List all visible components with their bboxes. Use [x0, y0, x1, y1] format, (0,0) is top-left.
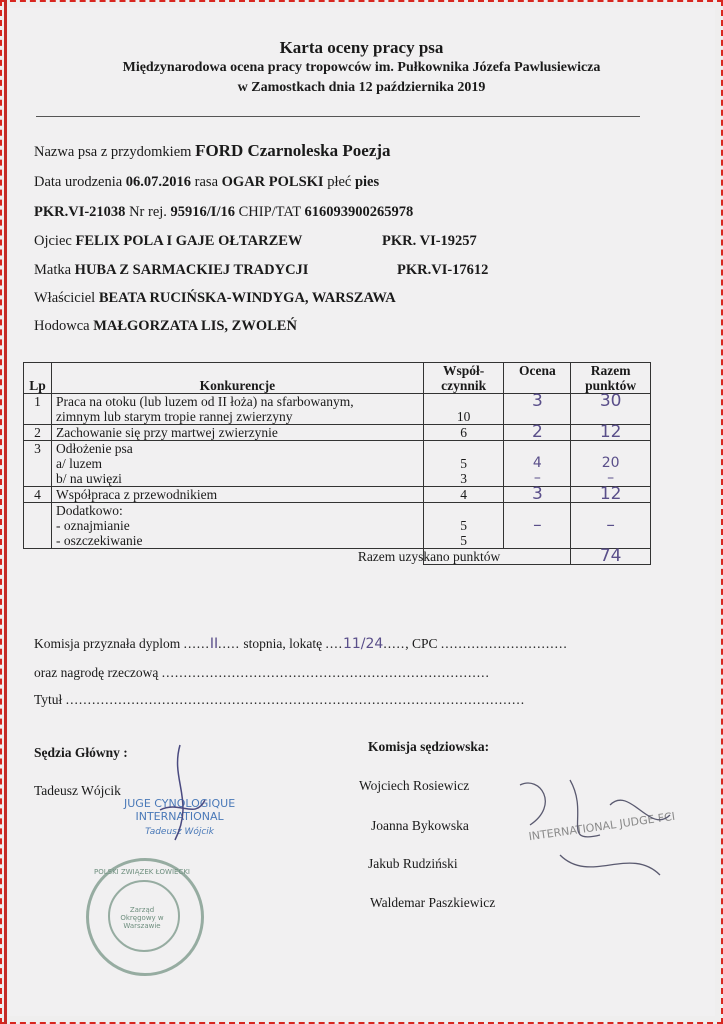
place-label: lokatę: [289, 636, 323, 651]
row5-grade: –: [504, 503, 571, 549]
diploma-label: Komisja przyznała dyplom: [34, 636, 181, 651]
owner-name: BEATA RUCIŃSKA-WINDYGA, WARSZAWA: [98, 290, 396, 306]
row1-total: 30: [571, 394, 651, 425]
committee-member: Joanna Bykowska: [371, 818, 469, 833]
committee-member: Jakub Rudziński: [368, 856, 458, 871]
breed: OGAR POLSKI: [221, 174, 324, 190]
chip-value: 616093900265978: [304, 204, 414, 220]
owner-label: Właściciel: [34, 290, 96, 306]
title-line: Tytuł .........................................................................................................: [34, 692, 526, 707]
row3-total: 20 –: [571, 441, 651, 487]
row2-coef: 6: [423, 425, 504, 441]
row3-desc: Odłożenie psa a/ luzem b/ na uwięzi: [51, 441, 423, 487]
sum-label: Razem uzyskano punktów: [423, 549, 570, 565]
round-stamp-inner-text: Zarząd Okręgowy w Warszawie: [120, 906, 164, 930]
breeder-label: Hodowca: [34, 318, 90, 334]
committee-label: Komisja sędziowska:: [368, 739, 490, 754]
chief-judge-signature: [150, 740, 210, 850]
header-divider: [36, 116, 640, 117]
cpc-label: , CPC: [405, 636, 438, 651]
mother-pkr: PKR.VI-17612: [397, 262, 489, 278]
table-row: [24, 441, 651, 487]
owner-line: [34, 290, 396, 307]
chip-label: CHIP/TAT: [238, 204, 301, 220]
row5-lp: [24, 503, 52, 549]
dog-name-label: Nazwa psa z przydomkiem: [34, 144, 192, 160]
header-coefficient: Współ- czynnik: [423, 363, 504, 394]
birth-label: Data urodzenia: [34, 174, 123, 190]
row2-lp: 2: [24, 425, 52, 441]
left-edge-stripe: [4, 0, 7, 1024]
table-row: [24, 425, 651, 441]
dog-name: FORD Czarnoleska Poezja: [195, 141, 391, 160]
birth-date: 06.07.2016: [125, 174, 192, 190]
row1-coef: 10: [423, 394, 504, 425]
document-title: Karta oceny pracy psa: [279, 38, 444, 57]
degree-label: stopnia,: [243, 636, 286, 651]
row4-total: 12: [571, 487, 651, 503]
diploma-line: Komisja przyznała dyplom ......II..... stopnia, lokatę ....11/24....., CPC .............................: [34, 636, 568, 652]
chief-judge-name: Tadeusz Wójcik: [34, 783, 121, 798]
table-sum-row: [24, 549, 651, 565]
mother-name: HUBA Z SARMACKIEJ TRADYCJI: [74, 262, 309, 278]
round-stamp-text: POLSKI ZWIĄZEK ŁOWIECKI: [94, 868, 190, 876]
breeder-name: MAŁGORZATA LIS, ZWOLEŃ: [93, 318, 297, 334]
chief-judge-label: Sędzia Główny :: [34, 745, 128, 760]
committee-stamp: INTERNATIONAL JUDGE FCI: [527, 809, 676, 844]
row3-coef: 5 3: [423, 441, 504, 487]
breeder-line: [34, 318, 297, 335]
row2-desc: Zachowanie się przy martwej zwierzynie: [51, 425, 423, 441]
table-row: [24, 394, 651, 425]
row5-coef: 5 5: [423, 503, 504, 549]
header-lp: Lp: [24, 363, 52, 394]
row3-grade: 4 –: [504, 441, 571, 487]
row5-desc: Dodatkowo: - oznajmianie - oszczekiwanie: [51, 503, 423, 549]
score-table: [23, 362, 651, 565]
document-subtitle: Międzynarodowa ocena pracy tropowców im. Pułkownika Józefa Pawlusiewicza: [122, 60, 601, 75]
chief-judge-stamp: JUGE CYNOLOGIQUE INTERNATIONAL Tadeusz Wójcik: [124, 797, 236, 837]
dog-name-line: [34, 141, 391, 161]
row2-grade: 2: [504, 425, 571, 441]
table-row: [24, 503, 651, 549]
nr-value: 95916/I/16: [170, 204, 235, 220]
row4-coef: 4: [423, 487, 504, 503]
row1-grade: 3: [504, 394, 571, 425]
title-label: Tytuł: [34, 692, 63, 707]
row4-desc: Współpraca z przewodnikiem: [51, 487, 423, 503]
prize-line: oraz nagrodę rzeczową ...........................................................................: [34, 665, 490, 680]
registration-line: [34, 204, 413, 221]
breed-label: rasa: [194, 174, 219, 190]
row4-grade: 3: [504, 487, 571, 503]
sum-value: 74: [571, 549, 651, 565]
row3-lp: 3: [24, 441, 52, 487]
table-row: [24, 487, 651, 503]
nr-label: Nr rej.: [129, 204, 167, 220]
committee-member: Waldemar Paszkiewicz: [370, 895, 496, 910]
mother-label: Matka: [34, 262, 72, 278]
row5-total: –: [571, 503, 651, 549]
dog-pkr: PKR.VI-21038: [34, 204, 126, 220]
father-name: FELIX POLA I GAJE OŁTARZEW: [75, 233, 303, 249]
row1-desc: Praca na otoku (lub luzem od II łoża) na sfarbowanym, zimnym lub starym tropie rannej zwierzyny: [51, 394, 423, 425]
row2-total: 12: [571, 425, 651, 441]
sex-label: płeć: [327, 174, 352, 190]
father-line: [34, 233, 302, 250]
father-label: Ojciec: [34, 233, 72, 249]
father-pkr: PKR. VI-19257: [382, 233, 477, 249]
committee-member: Wojciech Rosiewicz: [359, 778, 470, 793]
document-place-date: w Zamostkach dnia 12 października 2019: [237, 80, 486, 95]
place-value: 11/24: [342, 636, 384, 652]
diploma-value: II: [209, 636, 219, 652]
birth-line: [34, 174, 379, 191]
header-total: Razem punktów: [571, 363, 651, 394]
prize-label: oraz nagrodę rzeczową: [34, 665, 159, 680]
mother-line: [34, 262, 308, 279]
sex: pies: [354, 174, 380, 190]
header-grade: Ocena: [504, 363, 571, 394]
committee-signatures: [500, 765, 700, 905]
table-header-row: [24, 363, 651, 394]
row1-lp: 1: [24, 394, 52, 425]
row4-lp: 4: [24, 487, 52, 503]
header-competitions: Konkurencje: [51, 363, 423, 394]
